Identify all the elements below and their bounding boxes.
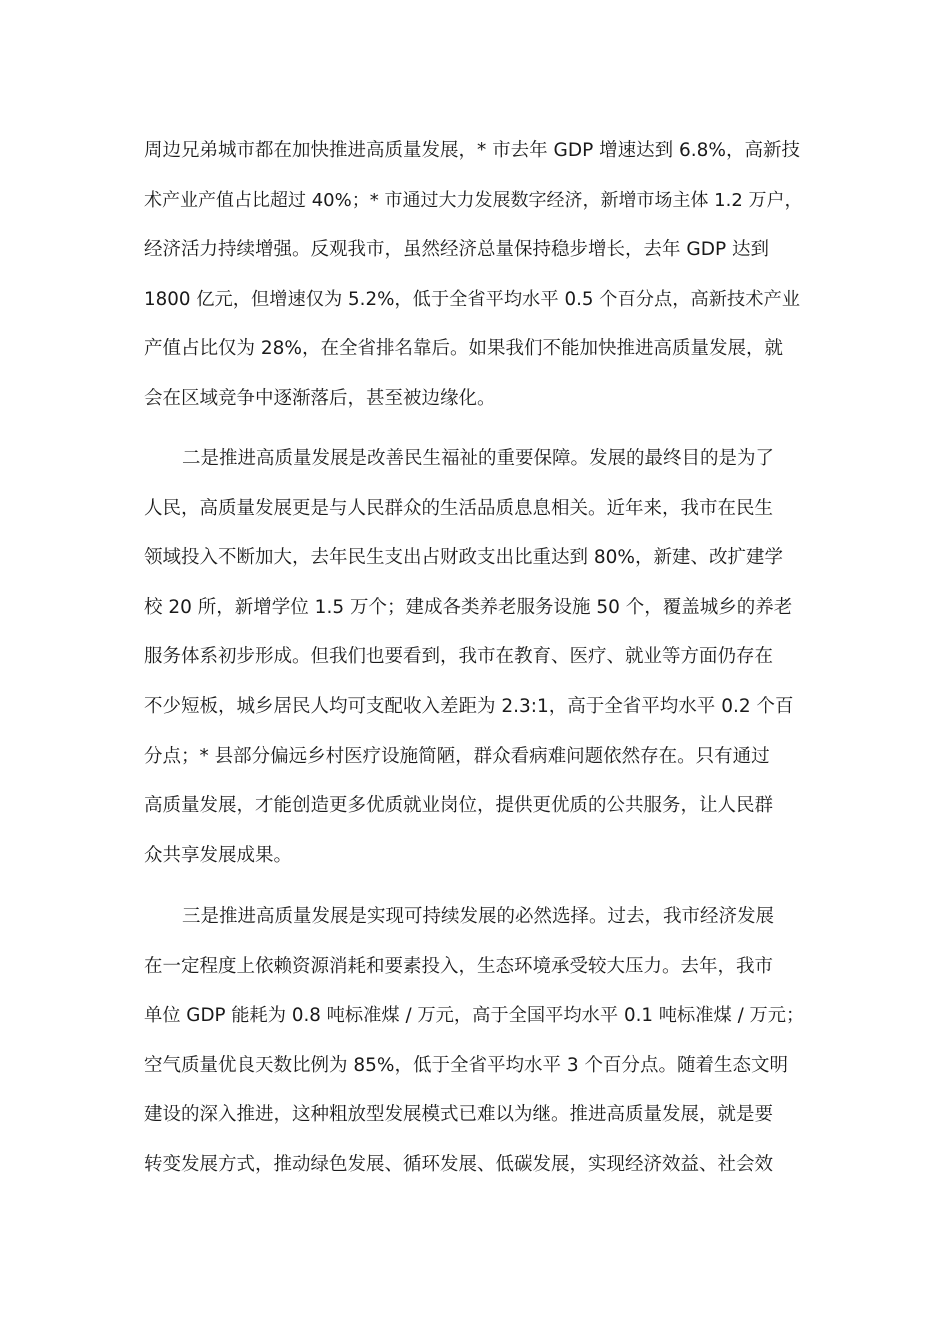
- text-line: 周边兄弟城市都在加快推进高质量发展，* 市去年 GDP 增速达到 6.8%，高新技: [144, 140, 801, 161]
- text-line: 单位 GDP 能耗为 0.8 吨标准煤 / 万元，高于全国平均水平 0.1 吨标准煤 / 万元；: [144, 1005, 805, 1027]
- text-line: 会在区域竞争中逐渐落后，甚至被边缘化。: [144, 387, 496, 409]
- paragraph-regional-competition: [144, 126, 804, 424]
- paragraph-livelihood: [144, 434, 804, 880]
- text-line: 空气质量优良天数比例为 85%，低于全省平均水平 3 个百分点。随着生态文明: [144, 1054, 789, 1076]
- text-line: 分点；* 县部分偏远乡村医疗设施简陋，群众看病难问题依然存在。只有通过: [144, 745, 770, 767]
- text-line: 1800 亿元，但增速仅为 5.2%，低于全省平均水平 0.5 个百分点，高新技术产业: [144, 288, 801, 310]
- paragraph-sustainability: [144, 892, 804, 1190]
- text-line: 三是推进高质量发展是实现可持续发展的必然选择。过去，我市经济发展: [182, 906, 775, 927]
- text-line: 校 20 所，新增学位 1.5 万个；建成各类养老服务设施 50 个，覆盖城乡的养老: [144, 596, 793, 618]
- text-line: 众共享发展成果。: [144, 844, 293, 866]
- text-line: 领域投入不断加大，去年民生支出占财政支出比重达到 80%，新建、改扩建学: [144, 547, 784, 569]
- text-line: 人民，高质量发展更是与人民群众的生活品质息息相关。近年来，我市在民生: [144, 497, 774, 519]
- text-line: 转变发展方式，推动绿色发展、循环发展、低碳发展，实现经济效益、社会效: [144, 1153, 774, 1175]
- text-line: 术产业产值占比超过 40%；* 市通过大力发展数字经济，新增市场主体 1.2 万户，: [144, 189, 803, 211]
- text-line: 在一定程度上依赖资源消耗和要素投入，生态环境承受较大压力。去年，我市: [144, 955, 774, 977]
- text-line: 服务体系初步形成。但我们也要看到，我市在教育、医疗、就业等方面仍存在: [144, 646, 774, 668]
- text-line: 经济活力持续增强。反观我市，虽然经济总量保持稳步增长，去年 GDP 达到: [144, 239, 770, 261]
- text-line: 产值占比仅为 28%，在全省排名靠后。如果我们不能加快推进高质量发展，就: [144, 338, 784, 360]
- text-line: 建设的深入推进，这种粗放型发展模式已难以为继。推进高质量发展，就是要: [144, 1104, 774, 1126]
- text-line: 不少短板，城乡居民人均可支配收入差距为 2.3:1，高于全省平均水平 0.2 个百: [144, 695, 794, 717]
- text-line: 高质量发展，才能创造更多优质就业岗位，提供更优质的公共服务，让人民群: [144, 795, 774, 817]
- text-line: 二是推进高质量发展是改善民生福祉的重要保障。发展的最终目的是为了: [182, 448, 775, 469]
